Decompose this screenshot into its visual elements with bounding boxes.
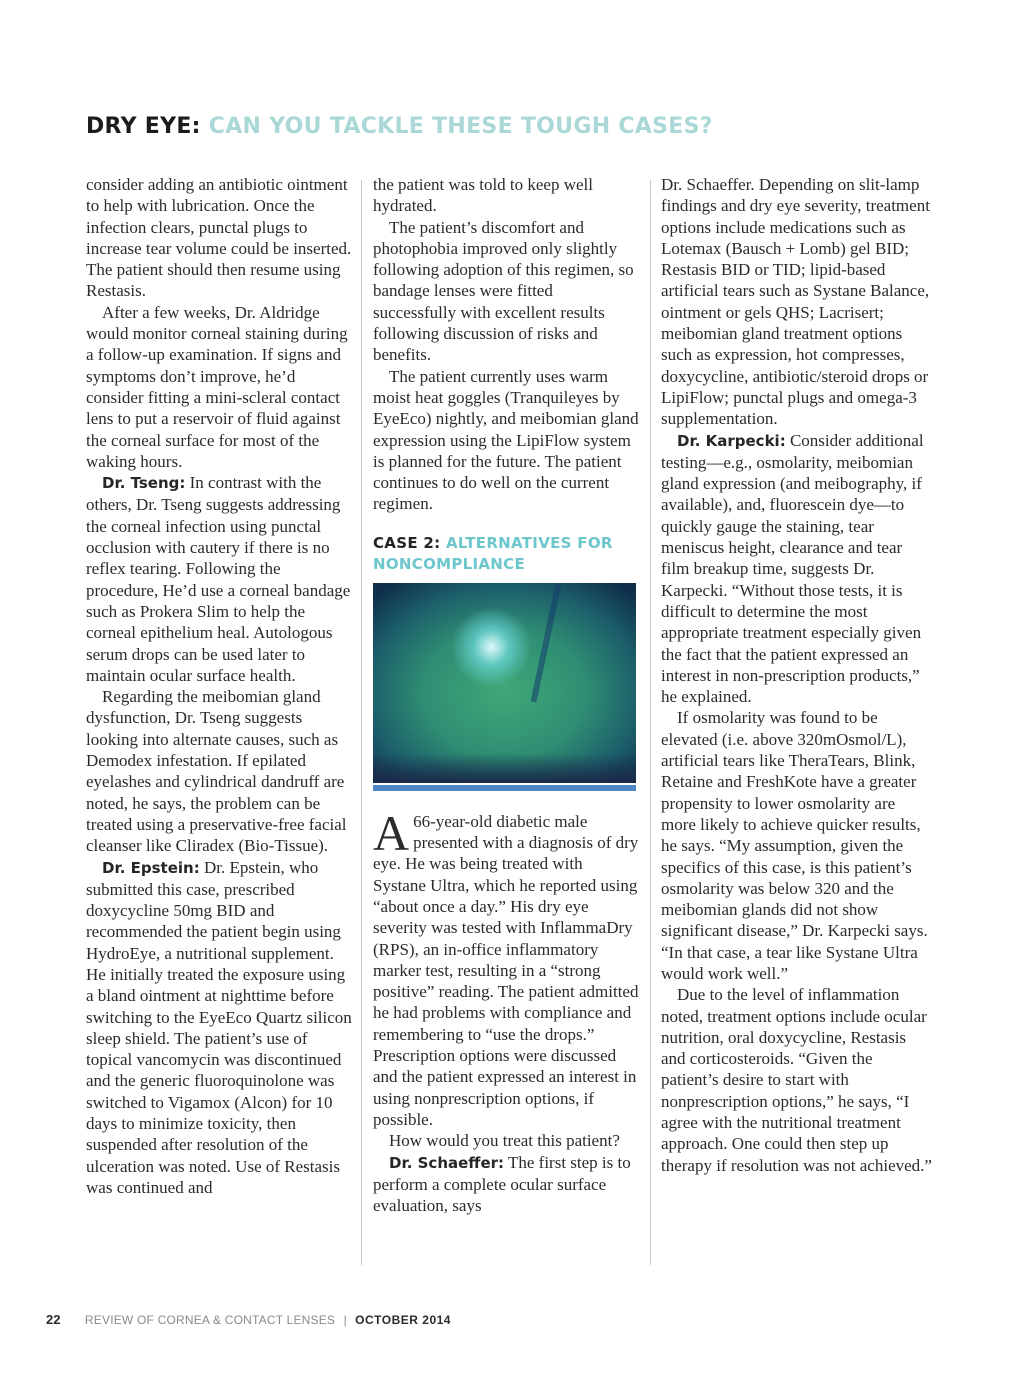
publication-name: REVIEW OF CORNEA & CONTACT LENSES — [84, 1313, 336, 1327]
paragraph — [86, 857, 352, 1199]
caption-rule — [373, 785, 636, 791]
column-divider — [361, 180, 362, 1265]
article-column-2 — [373, 174, 639, 1216]
paragraph: the patient was told to keep well hydrated. — [373, 175, 593, 216]
paragraph: How would you treat this patient? — [389, 1131, 620, 1151]
paragraph-text: Consider additional testing—e.g., osmolarity, meibomian gland expression (and meibography, if available), and, fluorescein dye—to quickly gauge the staining, tear meniscus height, clearance and tear film breakup time, suggests Dr. Karpecki. “Without those tests, it is difficult to determine the most appropriate treatment especially given the fact that the patient expressed an interest in non-prescription products,” he explained. — [661, 430, 924, 707]
paragraph: Regarding the meibomian gland dysfunction, Dr. Tseng suggests looking into alternate causes, such as Demodex infestation. If epilated eyelashes and cylindrical dandruff are noted, he says, the problem can be treated using a preservative-free facial cleanser like Cliradex (Bio-Tissue). — [86, 687, 347, 856]
speaker-name: Dr. Karpecki: — [677, 431, 786, 450]
issue-date: OCTOBER 2014 — [355, 1313, 451, 1327]
paragraph — [373, 1152, 639, 1217]
paragraph — [86, 472, 352, 686]
paragraph-text: 66-year-old diabetic male presented with a diagnosis of dry eye. He was being treated with Systane Ultra, which he reported using “about once a day.” His dry eye severity was tested with InflammaDry (RPS), an in-office inflammatory marker test, resulting in a “strong positive” reading. The patient admitted he had problems with compliance and remembering to “use the drops.” Prescription options were discussed and the patient expressed an interest in using nonprescription options, if possible. — [373, 811, 639, 1129]
paragraph-text: In contrast with the others, Dr. Tseng suggests addressing the corneal infection using punctal occlusion with cautery if there is no reflex tearing. Following the procedure, He’d use a corneal bandage such as Prokera Slim to help the corneal epithelium heal. Autologous serum drops can be used later to maintain ocular surface health. — [86, 473, 351, 685]
speaker-name: Dr. Tseng: — [102, 474, 186, 493]
eye-photo — [373, 583, 636, 783]
paragraph: Due to the level of inflammation noted, treatment options include ocular nutrition, oral doxycycline, Restasis and corticosteroids. “Given the patient’s desire to start with nonprescription options,” he says, “I agree with the nutritional treatment approach. One could then step up therapy if resolution was not achieved.” — [661, 985, 932, 1175]
paragraph-text: Dr. Epstein, who submitted this case, prescribed doxycycline 50mg BID and recommended the patient begin using HydroEye, a nutritional supplement. He initially treated the exposure using a bland ointment at nighttime before switching to the EyeEco Quartz silicon sleep shield. The patient’s use of topical vancomycin was discontinued and the generic fluoroquinolone was switched to Vigamox (Alcon) for 10 days to minimize toxicity, then suspended after resolution of the ulceration was noted. Use of Restasis was continued and — [86, 857, 352, 1197]
article-column-3 — [661, 174, 933, 1176]
page-number: 22 — [46, 1312, 61, 1327]
paragraph — [373, 804, 639, 1130]
photo-detail — [373, 753, 636, 783]
case-title: ALTERNATIVES FOR NONCOMPLIANCE — [373, 533, 613, 573]
page-footer — [46, 1311, 451, 1329]
paragraph: The patient currently uses warm moist heat goggles (Tranquileyes by EyeEco) nightly, and meibomian gland expression using the LipiFlow system is planned for the future. The patient continues to do well on the current regimen. — [373, 366, 639, 514]
page-title — [86, 114, 713, 139]
photo-detail — [531, 583, 562, 702]
paragraph: The patient’s discomfort and photophobia improved only slightly following adoption of this regimen, so bandage lenses were fitted successfully with excellent results following discussion of risks and benefits. — [373, 217, 634, 365]
drop-cap: A — [373, 804, 410, 861]
title-rest: CAN YOU TACKLE THESE TOUGH CASES? — [208, 114, 713, 139]
paragraph: After a few weeks, Dr. Aldridge would monitor corneal staining during a follow-up examination. If signs and symptoms don’t improve, he’d consider fitting a mini-scleral contact lens to put a reservoir of fluid against the corneal surface for most of the waking hours. — [86, 302, 348, 471]
speaker-name: Dr. Schaeffer: — [389, 1153, 505, 1172]
paragraph: consider adding an antibiotic ointment to help with lubrication. Once the infection clears, punctal plugs to increase tear volume could be inserted. The patient should then resume using Restasis. — [86, 175, 352, 301]
footer-separator: | — [343, 1313, 347, 1327]
case-number: CASE 2: — [373, 533, 441, 552]
paragraph — [661, 430, 933, 708]
paragraph-text: The first step is to perform a complete ocular surface evaluation, says — [373, 1152, 631, 1216]
title-lead: DRY EYE: — [86, 114, 201, 139]
paragraph: Dr. Schaeffer. Depending on slit-lamp findings and dry eye severity, treatment options include medications such as Lotemax (Bausch + Lomb) gel BID; Restasis BID or TID; lipid-based artificial tears such as Systane Balance, ointment or gels QHS; Lacrisert; meibomian gland treatment options such as expression, hot compresses, doxycycline, antibiotic/steroid drops or LipiFlow; punctal plugs and omega-3 supplementation. — [661, 175, 930, 429]
speaker-name: Dr. Epstein: — [102, 858, 200, 877]
case-heading — [373, 533, 639, 575]
paragraph: If osmolarity was found to be elevated (i.e. above 320mOsmol/L), artificial tears like TheraTears, Blink, Retaine and FreshKote have a greater propensity to lower osmolarity are more likely to achieve quicker results, he says. “My assumption, given the specifics of this case, is this patient’s osmolarity was below 320 and the meibomian glands did not show significant disease,” Dr. Karpecki says. “In that case, a tear like Systane Ultra would work well.” — [661, 708, 928, 983]
article-column-1 — [86, 174, 352, 1198]
column-divider — [650, 180, 651, 1265]
